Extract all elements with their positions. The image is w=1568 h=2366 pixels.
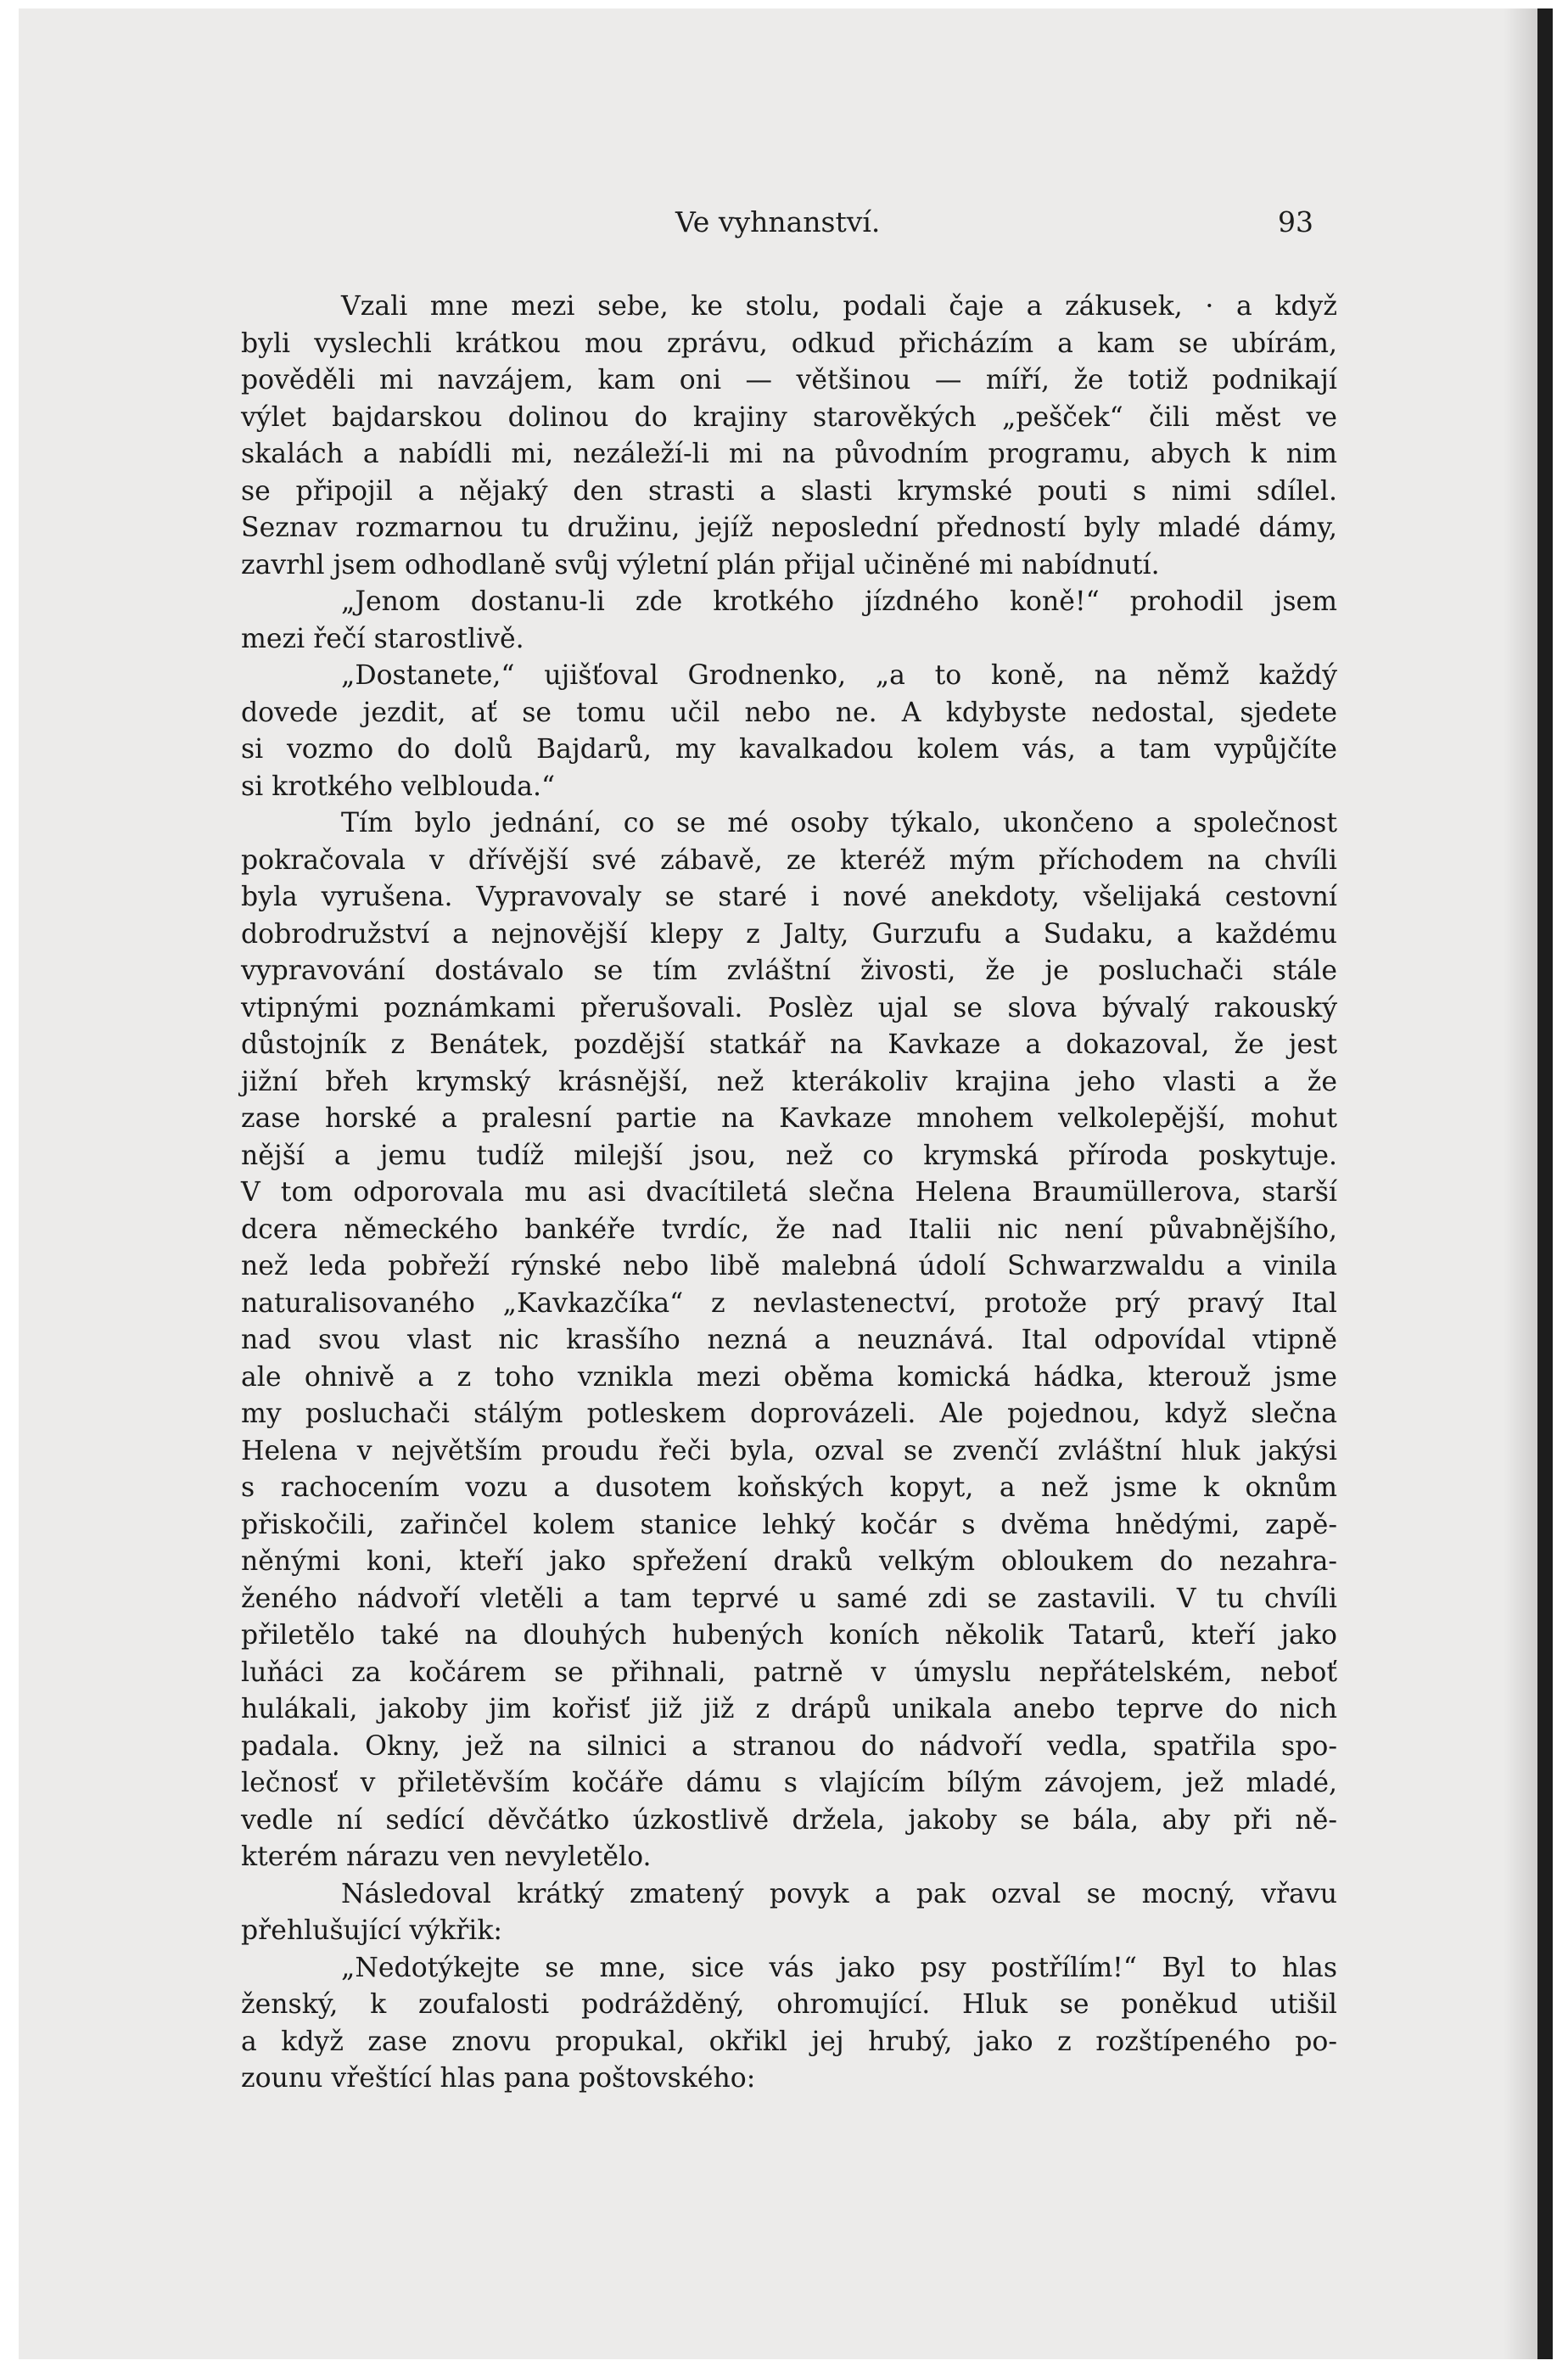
text-line: byla vyrušena. Vypravovaly se staré i nové anekdoty, všelijaká cestovní: [241, 882, 1337, 912]
page-edge-shadow: [1504, 8, 1537, 2359]
text-line: Helena v největším proudu řeči byla, ozval se zvenčí zvláštní hluk jakýsi: [241, 1435, 1337, 1466]
book-page: [19, 8, 1553, 2359]
page-number: 93: [1278, 205, 1313, 238]
text-line: naturalisovaného „Kavkazčíka“ z nevlastenectví, protože prý pravý Ital: [241, 1287, 1337, 1319]
text-line: důstojník z Benátek, pozdější statkář na Kavkaze a dokazoval, že jest: [241, 1029, 1337, 1060]
text-line: Seznav rozmarnou tu družinu, jejíž neposlední předností byly mladé dámy,: [241, 513, 1337, 543]
text-line: ženého nádvoří vletěli a tam teprvé u samé zdi se zastavili. V tu chvíli: [241, 1583, 1337, 1614]
text-line: dcera německého bankéře tvrdíc, že nad Italii nic není půvabnějšího,: [241, 1214, 1337, 1245]
text-line: „Dostanete,“ ujišťoval Grodnenko, „a to koně, na němž každý: [341, 660, 1337, 691]
text-line: zavrhl jsem odhodlaně svůj výletní plán přijal učiněné mi nabídnutí.: [241, 549, 1160, 580]
text-line: kterém nárazu ven nevyletělo.: [241, 1842, 652, 1872]
text-line: ale ohnivě a z toho vznikla mezi oběma komická hádka, kterouž jsme: [241, 1361, 1337, 1393]
text-line: Následoval krátký zmatený povyk a pak ozval se mocný, vřavu: [341, 1878, 1337, 1909]
text-line: lečnosť v přiletěvším kočáře dámu s vlajícím bílým závojem, jež mladé,: [241, 1768, 1337, 1798]
text-line: přiskočili, zařinčel kolem stanice lehký kočár s dvěma hnědými, zapě-: [241, 1509, 1337, 1540]
text-line: ženský, k zoufalosti podrážděný, ohromující. Hluk se poněkud utišil: [241, 1989, 1337, 2020]
text-line: pověděli mi navzájem, kam oni — většinou — míří, že totiž podnikají: [241, 365, 1337, 395]
body-text: [241, 289, 1337, 2098]
text-line: hulákali, jakoby jim kořisť již již z drápů unikala anebo teprve do nich: [241, 1694, 1337, 1724]
text-line: pokračovala v dřívější své zábavě, ze kteréž mým příchodem na chvíli: [241, 844, 1337, 876]
text-line: a když zase znovu propukal, okřikl jej hrubý, jako z rozštípeného po-: [241, 2026, 1337, 2057]
text-line: Tím bylo jednání, co se mé osoby týkalo, ukončeno a společnost: [341, 808, 1337, 838]
text-line: mezi řečí starostlivě.: [241, 623, 524, 654]
text-line: nější a jemu tudíž milejší jsou, než co krymská příroda poskytuje.: [241, 1140, 1337, 1171]
text-line: než leda pobřeží rýnské nebo libě malebná údolí Schwarzwaldu a vinila: [241, 1251, 1337, 1281]
text-line: byli vyslechli krátkou mou zprávu, odkud přicházím a kam se ubírám,: [241, 328, 1337, 359]
text-line: „Nedotýkejte se mne, sice vás jako psy postřílím!“ Byl to hlas: [341, 1952, 1337, 1983]
text-line: s rachocením vozu a dusotem koňských kopyt, a než jsme k oknům: [241, 1472, 1337, 1503]
text-line: přiletělo také na dlouhých hubených koních několik Tatarů, kteří jako: [241, 1620, 1337, 1651]
text-line: vypravování dostávalo se tím zvláštní živosti, že je posluchači stále: [241, 956, 1337, 986]
text-line: zounu vřeštící hlas pana poštovského:: [241, 2063, 756, 2094]
text-line: jižní břeh krymský krásnější, než kterákoliv krajina jeho vlasti a že: [241, 1066, 1337, 1097]
text-line: dovede jezdit, ať se tomu učil nebo ne. A kdybyste nedostal, sjedete: [241, 697, 1337, 728]
text-line: vtipnými poznámkami přerušovali. Poslèz ujal se slova bývalý rakouský: [241, 992, 1337, 1023]
text-line: zase horské a pralesní partie na Kavkaze mnohem velkolepější, mohut: [241, 1103, 1337, 1134]
text-line: si vozmo do dolů Bajdarů, my kavalkadou kolem vás, a tam vypůjčíte: [241, 734, 1337, 765]
running-title: Ve vyhnanství.: [675, 205, 881, 238]
text-line: vedle ní sedící děvčátko úzkostlivě držela, jakoby se bála, aby při ně-: [241, 1804, 1337, 1836]
text-line: „Jenom dostanu-li zde krotkého jízdného koně!“ prohodil jsem: [341, 586, 1337, 617]
text-line: si krotkého velblouda.“: [241, 771, 556, 802]
page-header: [19, 205, 1553, 248]
text-line: padala. Okny, jež na silnici a stranou do nádvoří vedla, spatřila spo-: [241, 1730, 1337, 1762]
text-line: se připojil a nějaký den strasti a slasti krymské pouti s nimi sdílel.: [241, 475, 1337, 507]
text-line: luňáci za kočárem se přihnali, patrně v úmyslu nepřátelském, neboť: [241, 1657, 1337, 1688]
text-line: něnými koni, kteří jako spřežení draků velkým obloukem do nezahra-: [241, 1546, 1337, 1577]
text-line: nad svou vlast nic krasšího nezná a neuznává. Ital odpovídal vtipně: [241, 1325, 1337, 1355]
text-line: skalách a nabídli mi, nezáleží-li mi na původním programu, abych k nim: [241, 439, 1337, 469]
text-line: V tom odporovala mu asi dvacítiletá slečna Helena Braumüllerova, starší: [241, 1177, 1337, 1208]
text-line: Vzali mne mezi sebe, ke stolu, podali čaje a zákusek, · a když: [341, 291, 1337, 322]
text-line: dobrodružství a nejnovější klepy z Jalty, Gurzufu a Sudaku, a každému: [241, 918, 1337, 950]
text-line: my posluchači stálým potleskem doprovázeli. Ale pojednou, když slečna: [241, 1399, 1337, 1429]
text-line: výlet bajdarskou dolinou do krajiny starověkých „pešček“ čili měst ve: [241, 401, 1337, 433]
text-line: přehlušující výkřik:: [241, 1915, 503, 1946]
